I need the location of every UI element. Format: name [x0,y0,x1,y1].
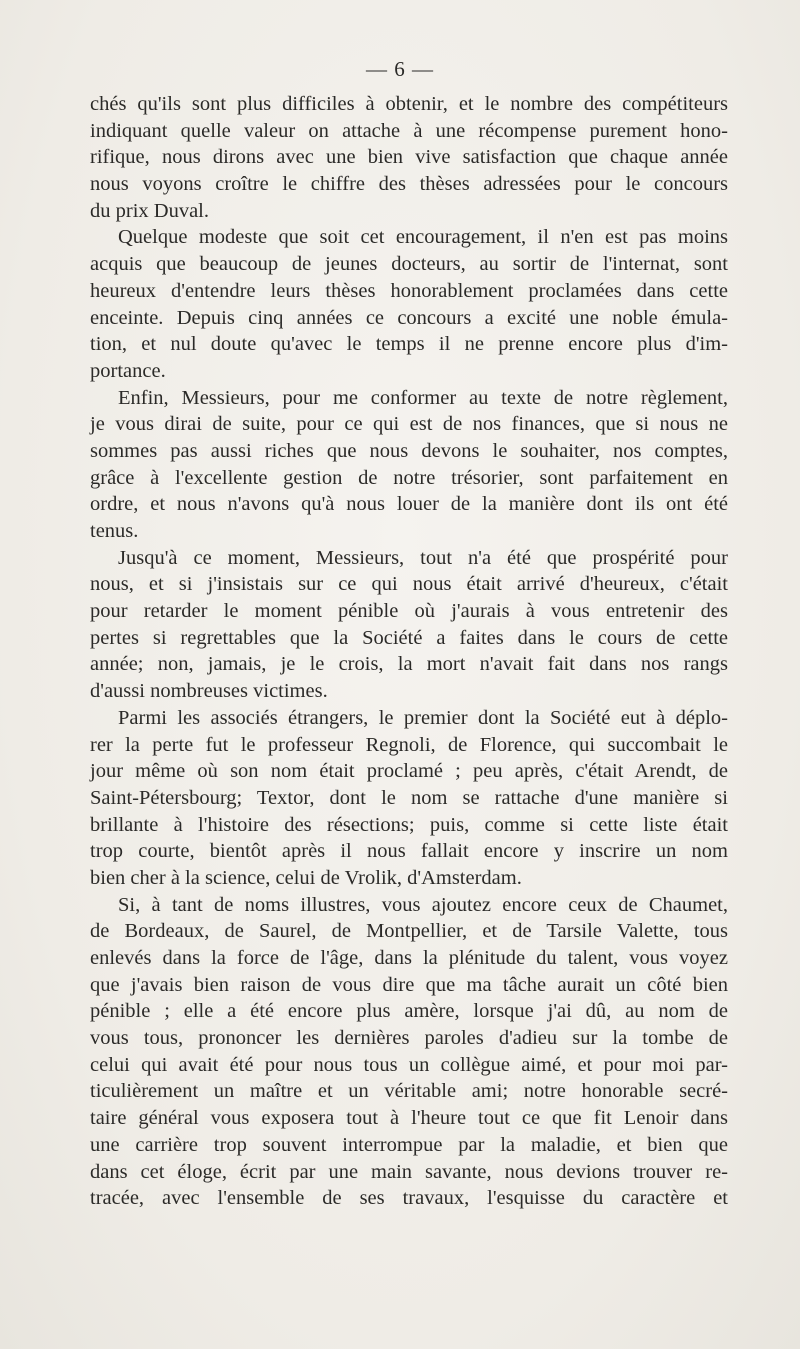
text-line: pertes si regrettables que la Société a faites dans le cours de cette [90,626,728,649]
text-line: portance. [90,359,166,382]
text-line: indiquant quelle valeur on attache à une récompense purement hono- [90,119,728,142]
text-line: je vous dirai de suite, pour ce qui est de nos finances, que si nous ne [90,413,728,436]
text-line: Saint-Pétersbourg; Textor, dont le nom se rattache d'une manière si [90,786,728,809]
text-line: grâce à l'excellente gestion de notre trésorier, sont parfaitement en [90,466,728,489]
body-text [90,91,728,1212]
text-line: nous, et si j'insistais sur ce qui nous était arrivé d'heureux, c'était [90,573,728,596]
text-line: trop courte, bientôt après il nous fallait encore y inscrire un nom [90,840,728,863]
text-line: nous voyons croître le chiffre des thèses adressées pour le concours [90,173,728,196]
text-line: celui qui avait été pour nous tous un collègue aimé, et pour moi par- [90,1053,728,1076]
text-line: enceinte. Depuis cinq années ce concours a excité une noble émula- [90,306,728,329]
text-line: tion, et nul doute qu'avec le temps il ne prenne encore plus d'im- [90,333,728,356]
text-line: de Bordeaux, de Saurel, de Montpellier, et de Tarsile Valette, tous [90,920,728,943]
text-line: rifique, nous dirons avec une bien vive satisfaction que chaque année [90,146,728,169]
page-number: — 6 — [366,57,434,81]
text-line: dans cet éloge, écrit par une main savante, nous devions trouver re- [90,1160,728,1183]
text-line: une carrière trop souvent interrompue par la maladie, et bien que [90,1133,728,1156]
text-line: jour même où son nom était proclamé ; peu après, c'était Arendt, de [90,760,728,783]
text-line: taire général vous exposera tout à l'heure tout ce que fit Lenoir dans [90,1107,728,1130]
text-line: Parmi les associés étrangers, le premier dont la Société eut à déplo- [118,706,728,729]
text-line: bien cher à la science, celui de Vrolik, d'Amsterdam. [90,866,522,889]
text-line: acquis que beaucoup de jeunes docteurs, au sortir de l'internat, sont [90,253,728,276]
text-line: chés qu'ils sont plus difficiles à obtenir, et le nombre des compétiteurs [90,93,728,115]
text-line: Enfin, Messieurs, pour me conformer au texte de notre règlement, [118,386,728,409]
text-line: Jusqu'à ce moment, Messieurs, tout n'a été que prospérité pour [118,546,728,569]
text-line: pour retarder le moment pénible où j'aurais à vous entretenir des [90,600,728,623]
text-line: que j'avais bien raison de vous dire que ma tâche aurait un côté bien [90,973,728,996]
text-line: ordre, et nous n'avons qu'à nous louer de la manière dont ils ont été [90,493,728,516]
text-line: tenus. [90,520,139,542]
text-line: du prix Duval. [90,199,209,222]
text-line: heureux d'entendre leurs thèses honorablement proclamées dans cette [90,279,728,302]
text-line: année; non, jamais, je le crois, la mort n'avait fait dans nos rangs [90,653,728,676]
text-line: rer la perte fut le professeur Regnoli, de Florence, qui succombait le [90,733,728,756]
text-line: Si, à tant de noms illustres, vous ajoutez encore ceux de Chaumet, [118,893,728,916]
text-line: ticulièrement un maître et un véritable ami; notre honorable secré- [90,1080,728,1103]
text-line: tracée, avec l'ensemble de ses travaux, l'esquisse du caractère et [90,1187,728,1210]
text-line: vous tous, prononcer les dernières paroles d'adieu sur la tombe de [90,1027,728,1050]
text-line: Quelque modeste que soit cet encouragement, il n'en est pas moins [118,226,728,249]
text-line: sommes pas aussi riches que nous devons le souhaiter, nos comptes, [90,439,728,462]
text-line: pénible ; elle a été encore plus amère, lorsque j'ai dû, au nom de [90,1000,728,1023]
text-line: d'aussi nombreuses victimes. [90,680,328,703]
text-line: brillante à l'histoire des résections; puis, comme si cette liste était [90,813,728,836]
text-line: enlevés dans la force de l'âge, dans la plénitude du talent, vous voyez [90,947,728,969]
